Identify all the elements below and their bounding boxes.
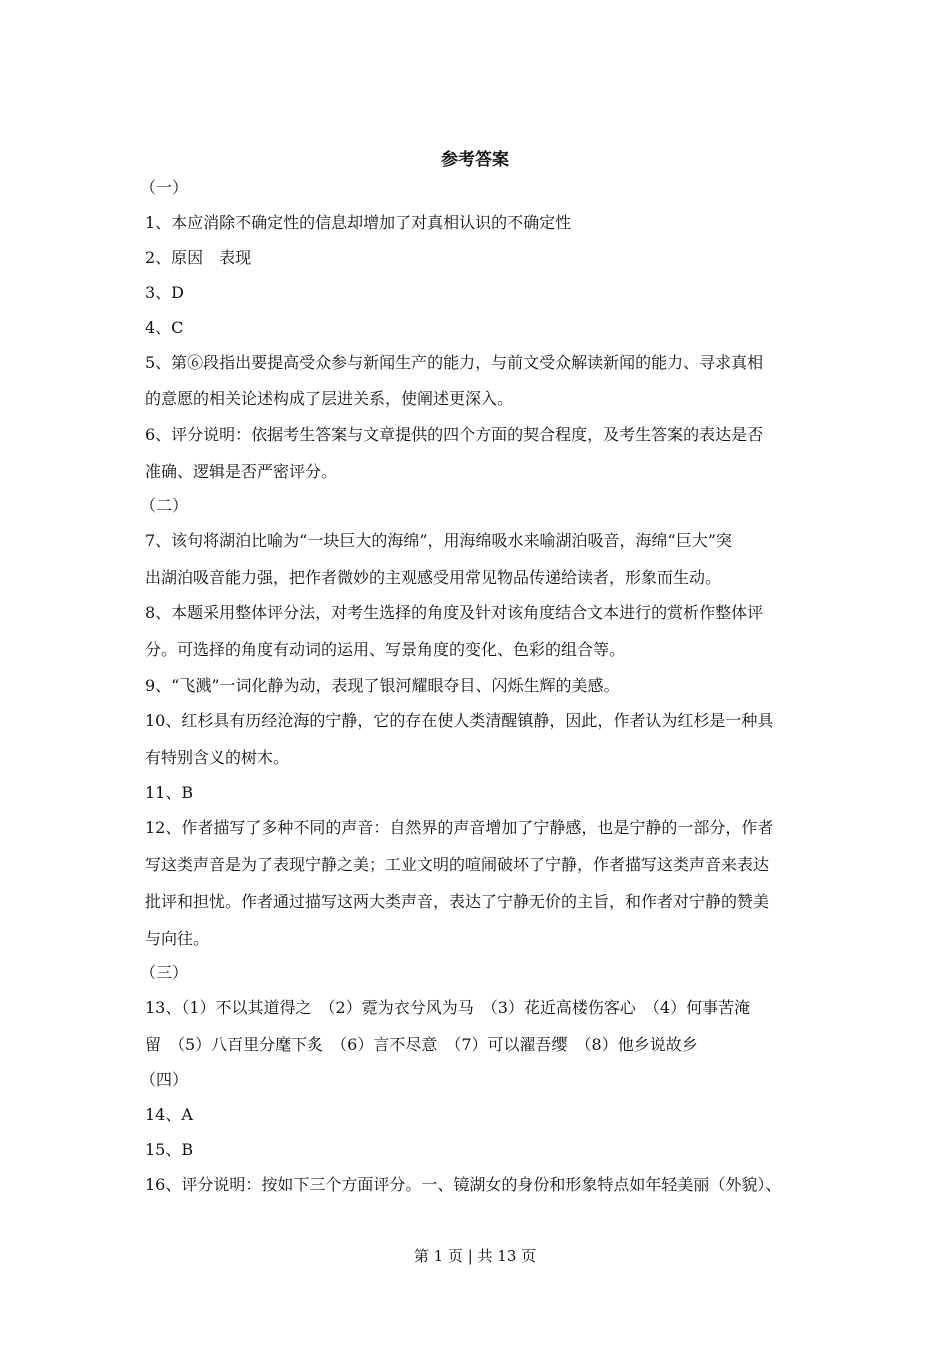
answer-line: 9、“飞溅”一词化静为动，表现了银河耀眼夺目、闪烁生辉的美感。 [145,676,620,695]
answer-line: 准确、逻辑是否严密评分。 [145,462,338,481]
section-heading: （三） [140,963,189,982]
section-heading: （二） [140,496,189,515]
answer-line: 4、C [145,318,184,337]
section-heading: （四） [140,1070,189,1089]
answer-line: 留 （5）八百里分麾下炙 （6）言不尽意 （7）可以濯吾缨 （8）他乡说故乡 [145,1035,698,1054]
answer-line: 与向往。 [145,929,210,948]
answer-line: 写这类声音是为了表现宁静之美；工业文明的喧闹破坏了宁静，作者描写这类声音来表达 [145,855,770,874]
page-title: 参考答案 [441,150,509,170]
answer-line: 3、D [145,283,185,302]
answer-line: 10、红杉具有历经沧海的宁静，它的存在使人类清醒镇静，因此，作者认为红杉是一种具 [145,711,774,730]
answer-line: 13、（1）不以其道得之 （2）霓为衣兮风为马 （3）花近高楼伤客心 （4）何事苦淹 [145,998,751,1017]
answer-line: 12、作者描写了多种不同的声音：自然界的声音增加了宁静感，也是宁静的一部分，作者 [145,818,774,837]
answer-line: 出湖泊吸音能力强，把作者微妙的主观感受用常见物品传递给读者，形象而生动。 [145,568,722,587]
section-heading: （一） [140,178,189,197]
answer-line: 2、原因 表现 [145,248,252,267]
answer-line: 15、B [145,1140,194,1159]
answer-line: 11、B [145,783,194,802]
answer-line: 7、该句将湖泊比喻为“一块巨大的海绵”，用海绵吸水来喻湖泊吸音，海绵“巨大”突 [145,531,732,550]
answer-line: 分。可选择的角度有动词的运用、写景角度的变化、色彩的组合等。 [145,640,626,659]
answer-line: 16、评分说明：按如下三个方面评分。一、镜湖女的身份和形象特点如年轻美丽（外貌）、 [145,1175,782,1194]
answer-line: 有特别含义的树木。 [145,748,290,767]
answer-line: 8、本题采用整体评分法，对考生选择的角度及针对该角度结合文本进行的赏析作整体评 [145,603,764,622]
page-footer: 第 1 页 | 共 13 页 [413,1247,537,1265]
answer-line: 14、A [145,1105,193,1124]
answer-line: 1、本应消除不确定性的信息却增加了对真相认识的不确定性 [145,213,572,232]
answer-line: 的意愿的相关论述构成了层进关系，使阐述更深入。 [145,389,514,408]
answer-line: 5、第⑥段指出要提高受众参与新闻生产的能力，与前文受众解读新闻的能力、寻求真相 [145,353,764,372]
answer-line: 批评和担忧。作者通过描写这两大类声音，表达了宁静无价的主旨，和作者对宁静的赞美 [145,892,770,911]
answer-line: 6、评分说明：依据考生答案与文章提供的四个方面的契合程度，及考生答案的表达是否 [145,425,764,444]
